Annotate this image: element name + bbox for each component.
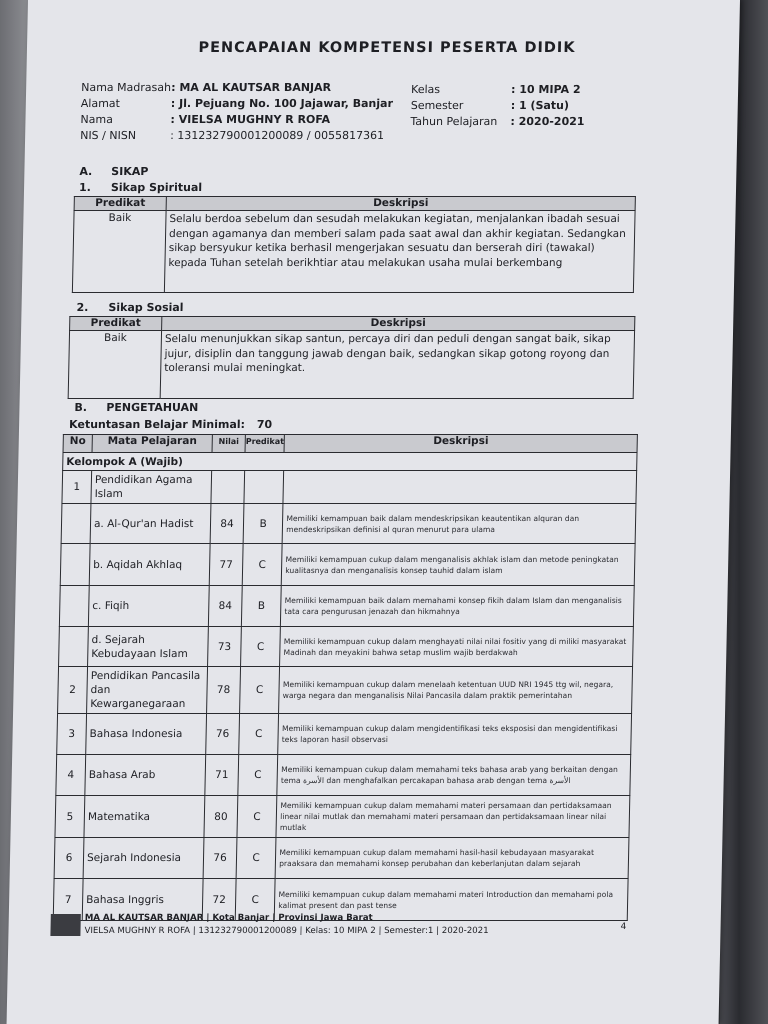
sikap-spiritual-table xyxy=(72,196,636,293)
row-no xyxy=(59,627,89,667)
row-mapel: Pendidikan Agama Islam xyxy=(91,471,212,504)
row-mapel: Matematika xyxy=(84,796,205,838)
student-info-left xyxy=(80,80,451,144)
row-mapel: b. Aqidah Akhlaq xyxy=(89,544,210,586)
ketuntasan-line xyxy=(69,418,272,431)
madrasah-value: : MA AL KAUTSAR BANJAR xyxy=(171,81,332,94)
table-row xyxy=(68,331,634,399)
nis-label: NIS / NISN xyxy=(80,129,137,142)
row-nilai: 72 xyxy=(202,879,236,921)
row-nilai: 73 xyxy=(208,627,242,667)
row-predikat: C xyxy=(241,627,281,667)
info-row-tahun xyxy=(410,114,670,130)
footer-line2: VIELSA MUGHNY R ROFA | 131232790001200089 | Kelas: 10 MIPA 2 | Semester:1 | 2020-2021 xyxy=(84,926,489,936)
table-row xyxy=(60,544,635,586)
row-mapel: Bahasa Arab xyxy=(85,755,206,796)
section-sikap-heading xyxy=(79,165,148,178)
row-predikat: C xyxy=(238,755,278,796)
row-predikat: C xyxy=(242,544,282,586)
row-deskripsi: Memiliki kemampuan baik dalam mendeskripsikan keautentikan alquran dan mendeskripsikan definisi al quran menurut para ulama xyxy=(282,504,636,544)
nis-value: : 131232790001200089 / 0055817361 xyxy=(170,129,385,142)
table-row xyxy=(62,471,637,504)
table-row xyxy=(61,504,636,544)
row-deskripsi: Memiliki kemampuan cukup dalam menghayati nilai nilai fositiv yang di miliki masyarakat Madinah dan meyakini bahwa setap muslim wajib berdakwah xyxy=(280,627,634,667)
table-row xyxy=(57,714,632,755)
alamat-value: : Jl. Pejuang No. 100 Jajawar, Banjar xyxy=(170,97,394,110)
row-predikat: C xyxy=(235,879,275,921)
row-deskripsi: Memiliki kemampuan baik dalam memahami konsep fikih dalam Islam dan menganalisis tata cara pengurusan jenazah dan hikmahnya xyxy=(281,586,635,627)
subsection-title: Sikap Sosial xyxy=(108,301,184,314)
group-a-label: Kelompok A (Wajib) xyxy=(63,453,637,471)
row-mapel: c. Fiqih xyxy=(88,586,209,627)
row-no: 5 xyxy=(55,796,85,838)
footer xyxy=(50,912,631,938)
row-no: 1 xyxy=(62,471,92,504)
kelas-label: Kelas xyxy=(410,83,441,96)
row-mapel: Bahasa Indonesia xyxy=(86,714,207,755)
tahun-value: : 2020-2021 xyxy=(510,115,585,128)
col-nilai: Nilai xyxy=(212,435,245,453)
deskripsi-cell: Selalu menunjukkan sikap santun, percaya diri dan peduli dengan sangat baik, sikap jujur, disiplin dan tanggung jawab dengan baik, sedangkan sikap gotong royong dan toleransi mulai meningkat. xyxy=(160,331,634,399)
table-header-row xyxy=(74,197,635,211)
row-deskripsi: Memiliki kemampuan cukup dalam menelaah ketentuan UUD NRI 1945 ttg wil, negara, warga negara dan menganalisis Nilai Pancasila dalam praktik pemerintahan xyxy=(279,667,633,714)
tahun-label: Tahun Pelajaran xyxy=(410,115,498,128)
row-predikat: C xyxy=(236,838,276,879)
page-number: 4 xyxy=(620,922,627,932)
row-deskripsi xyxy=(283,471,636,504)
table-row xyxy=(58,667,633,714)
row-deskripsi: Memiliki kemampuan cukup dalam memahami teks bahasa arab yang berkaitan dengan tema الأسرة dan menghafalkan percakapan bahasa arab dengan tema الأسرة xyxy=(277,755,631,796)
alamat-label: Alamat xyxy=(80,97,121,110)
row-nilai: 78 xyxy=(207,667,241,714)
sikap-sosial-table xyxy=(68,316,636,399)
section-letter: B. xyxy=(74,401,88,414)
row-deskripsi: Memiliki kemampuan cukup dalam memahami materi persamaan dan pertidaksamaan linear nilai mutlak dan memahami materi persamaan dan pertidaksamaan linear nilai mutlak xyxy=(276,796,630,838)
row-predikat xyxy=(244,471,284,504)
report-page xyxy=(7,0,740,1024)
col-deskripsi: Deskripsi xyxy=(166,197,635,211)
col-no: No xyxy=(63,435,92,453)
sikap-spiritual-heading xyxy=(79,181,202,194)
info-row-semester xyxy=(411,98,671,114)
nama-label: Nama xyxy=(80,113,114,126)
subsection-number: 2. xyxy=(76,301,89,314)
row-nilai: 77 xyxy=(209,544,243,586)
row-deskripsi: Memiliki kemampuan cukup dalam memahami hasil-hasil kebudayaan masyarakat praaksara dan memahami konsep perubahan dan keberlanjutan dalam sejarah xyxy=(275,838,629,879)
row-nilai: 84 xyxy=(208,586,242,627)
row-nilai: 80 xyxy=(204,796,238,838)
sikap-sosial-heading xyxy=(76,301,183,314)
row-deskripsi: Memiliki kemampuan cukup dalam menganalisis akhlak islam dan metode peningkatan kualitasnya dan menganalisis konsep tauhid dalam islam xyxy=(281,544,635,586)
row-predikat: B xyxy=(241,586,281,627)
pengetahuan-table xyxy=(53,434,638,921)
deskripsi-cell: Selalu berdoa sebelum dan sesudah melakukan kegiatan, menjalankan ibadah sesuai dengan agamanya dan memberi salam pada saat awal dan akhir kegiatan. Sedangkan sikap bersyukur ketika berhasil mengerjakan sesuatu dan berserah diri (tawakal) kepada Tuhan setelah berikhtiar atau melakukan usaha mulai berkembang xyxy=(164,211,635,293)
col-predikat: Predikat xyxy=(74,197,166,211)
row-deskripsi: Memiliki kemampuan cukup dalam memahami materi Introduction dan memahami pola kalimat present dan past tense xyxy=(274,879,628,921)
predikat-cell: Baik xyxy=(72,211,166,293)
info-row-nis xyxy=(80,128,450,144)
table-row xyxy=(54,838,629,879)
footer-bar xyxy=(50,914,80,936)
table-row xyxy=(59,627,634,667)
ketuntasan-value: 70 xyxy=(256,418,273,431)
table-row xyxy=(56,755,631,796)
section-letter: A. xyxy=(79,165,93,178)
section-title: PENGETAHUAN xyxy=(106,401,199,414)
info-row-nama xyxy=(80,112,450,128)
info-row-madrasah xyxy=(81,80,451,96)
table-header-row xyxy=(63,435,637,453)
row-no: 3 xyxy=(57,714,87,755)
row-no xyxy=(60,544,90,586)
row-mapel: Sejarah Indonesia xyxy=(83,838,204,879)
row-nilai: 84 xyxy=(210,504,244,544)
table-row xyxy=(59,586,634,627)
predikat-cell: Baik xyxy=(68,331,161,399)
footer-line1: MA AL KAUTSAR BANJAR | Kota Banjar | Provinsi Jawa Barat xyxy=(84,913,373,923)
row-no: 6 xyxy=(54,838,84,879)
row-nilai xyxy=(211,471,245,504)
row-mapel: d. Sejarah Kebudayaan Islam xyxy=(88,627,209,667)
group-row xyxy=(63,453,637,471)
info-row-alamat xyxy=(81,96,451,112)
row-no xyxy=(59,586,89,627)
row-no: 4 xyxy=(56,755,86,796)
section-pengetahuan-heading xyxy=(74,401,198,414)
pengetahuan-rows xyxy=(53,504,636,921)
madrasah-label: Nama Madrasah xyxy=(81,81,172,94)
subsection-number: 1. xyxy=(78,181,92,194)
row-no: 7 xyxy=(53,879,83,921)
table-row xyxy=(55,796,630,838)
table-row xyxy=(72,211,635,293)
ketuntasan-label: Ketuntasan Belajar Minimal: xyxy=(68,418,246,431)
row-predikat: B xyxy=(243,504,283,544)
row-deskripsi: Memiliki kemampuan cukup dalam mengidentifikasi teks eksposisi dan mengidentifikasi teks laporan hasil observasi xyxy=(278,714,632,755)
subsection-title: Sikap Spiritual xyxy=(110,181,203,194)
col-mapel: Mata Pelajaran xyxy=(92,435,212,453)
col-predikat: Predikat xyxy=(245,435,285,453)
section-title: SIKAP xyxy=(111,165,149,178)
page-title: PENCAPAIAN KOMPETENSI PESERTA DIDIK xyxy=(198,40,576,56)
row-mapel: Pendidikan Pancasila dan Kewarganegaraan xyxy=(87,667,208,714)
table-header-row xyxy=(70,317,635,331)
info-row-kelas xyxy=(411,82,671,98)
row-predikat: C xyxy=(239,714,279,755)
nama-value: : VIELSA MUGHNY R ROFA xyxy=(170,113,331,126)
row-nilai: 76 xyxy=(206,714,240,755)
student-info-right xyxy=(410,82,671,130)
row-mapel: a. Al-Qur'an Hadist xyxy=(90,504,211,544)
semester-label: Semester xyxy=(410,99,464,112)
kelas-value: : 10 MIPA 2 xyxy=(510,83,581,96)
semester-value: : 1 (Satu) xyxy=(510,99,570,112)
row-predikat: C xyxy=(237,796,277,838)
col-deskripsi: Deskripsi xyxy=(284,435,637,453)
row-nilai: 71 xyxy=(205,755,239,796)
row-no xyxy=(61,504,91,544)
row-mapel: Bahasa Inggris xyxy=(82,879,203,921)
row-no: 2 xyxy=(58,667,88,714)
col-predikat: Predikat xyxy=(70,317,162,331)
col-deskripsi: Deskripsi xyxy=(162,317,635,331)
row-nilai: 76 xyxy=(203,838,237,879)
row-predikat: C xyxy=(240,667,280,714)
